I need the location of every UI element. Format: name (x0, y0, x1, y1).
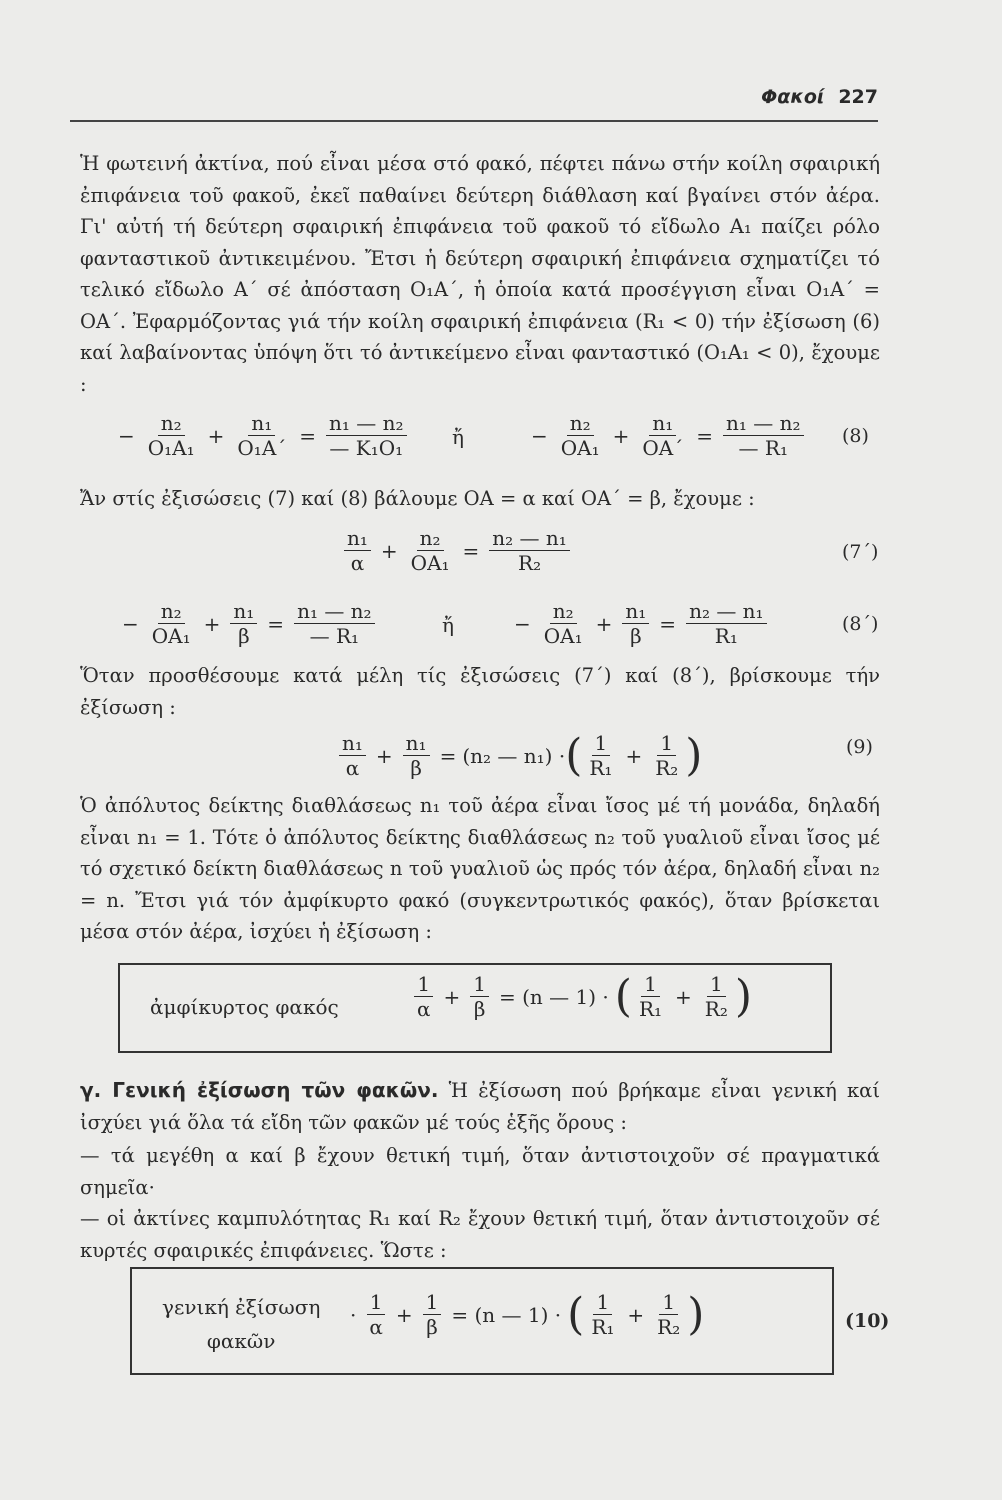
frac-den: OA₁ (543, 624, 583, 648)
frac-den: R₂ (655, 756, 679, 780)
right-paren: ) (687, 1288, 705, 1340)
factor: (n₂ — n₁) · (462, 743, 566, 768)
equation-8-prime-left: − $\frac{\text{n₂}}{\text{OA₁}}$ + $\frac{\text{n₁}}{\beta}$ = $\frac{\text{n₁ — n₂}}{\text{— R₁}}$ (116, 600, 379, 647)
frac-num: n₁ (649, 412, 676, 436)
frac-den: OA₁ (151, 624, 191, 648)
paragraph-3: Ὅταν προσθέσουμε κατά μέλη τίς ἐξισώσεις (7΄) καί (8΄), βρίσκουμε τήν ἐξίσωση : (80, 664, 880, 719)
frac-num: n₂ (550, 600, 577, 624)
frac-num: n₁ (622, 600, 649, 624)
frac-num: 1 (593, 1291, 612, 1315)
frac-den: R₁ (591, 1315, 615, 1339)
equation-number-9: (9) (846, 736, 873, 758)
frac-den: OA΄ (642, 436, 684, 460)
bullet-2: — οἱ ἀκτίνες καμπυλότητας R₁ καί R₂ ἔχουν θετική τιμή, ὅταν ἀντιστοιχοῦν σέ κυρτές σφαιρικές ἐπιφάνειες. Ὥστε : (80, 1207, 880, 1262)
section-title: Φακοί (761, 86, 825, 108)
frac-den: R₂ (518, 551, 542, 575)
frac-den: R₁ (638, 997, 663, 1021)
frac-num: n₁ (230, 600, 257, 624)
frac-den: β (473, 997, 486, 1021)
section-gamma (80, 1075, 880, 1138)
page-header (70, 86, 878, 122)
frac-num: 1 (657, 732, 676, 756)
frac-den: — K₁O₁ (329, 436, 404, 460)
section-text: Ἡ ἐξίσωση πού βρήκαμε εἶναι γενική καί ἰσχύει γιά ὅλα τά εἴδη τῶν φακῶν μέ τούς ἑξῆς ὅρους : (80, 1079, 880, 1134)
general-lens-equation: · $\frac{1}{\alpha}$ + $\frac{1}{\beta}$ = (n — 1) · ( $\frac{1}{\text{R₁}}$ + $\frac{1}{\text{R₂}}$ ) (350, 1288, 705, 1340)
frac-num: 1 (659, 1291, 678, 1315)
equation-8-prime-right: − $\frac{\text{n₂}}{\text{OA₁}}$ + $\frac{\text{n₁}}{\beta}$ = $\frac{\text{n₂ — n₁}}{\text{R₁}}$ (508, 600, 771, 647)
frac-num: 1 (423, 1291, 442, 1315)
paragraph-2: Ἄν στίς ἐξισώσεις (7) καί (8) βάλουμε OA = α καί OA΄ = β, ἔχουμε : (80, 487, 755, 510)
frac-num: 1 (367, 1291, 386, 1315)
frac-num: 1 (641, 973, 660, 997)
right-paren: ) (734, 970, 753, 1022)
frac-num: 1 (414, 973, 433, 997)
equation-7-prime: $\frac{\text{n₁}}{\alpha}$ + $\frac{\text{n₂}}{\text{OA₁}}$ = $\frac{\text{n₂ — n₁}}{\text{R₂}}$ (340, 527, 574, 574)
frac-den: O₁A΄ (237, 436, 287, 460)
frac-num: n₁ (339, 732, 366, 756)
equation-number-7-prime: (7΄) (842, 541, 879, 563)
box-label-line-1: γενική ἐξίσωση (162, 1295, 321, 1319)
box-label: ἀμφίκυρτος φακός (150, 995, 339, 1019)
frac-den: α (369, 1315, 383, 1339)
frac-den: R₁ (589, 756, 613, 780)
paragraph-4: Ὁ ἀπόλυτος δείκτης διαθλάσεως n₁ τοῦ ἀέρα εἶναι ἴσος μέ τή μονάδα, δηλαδή εἶναι n₁ = 1. Τότε ὁ ἀπόλυτος δείκτης διαθλάσεως n₂ τοῦ γυαλιοῦ εἶναι ἴσος μέ τό σχετικό δείκτη διαθλάσεως n τοῦ γυαλιοῦ ὡς πρός τόν ἀέρα, δηλαδή εἶναι n₂ = n. Ἔτσι γιά τόν ἀμφίκυρτο φακό (συγκεντρωτικός φακός), ὅταν βρίσκεται μέσα στόν ἀέρα, ἰσχύει ἡ ἐξίσωση : (80, 794, 880, 943)
frac-num: n₂ (567, 412, 594, 436)
left-paren: ( (614, 970, 632, 1022)
frac-den: α (350, 551, 365, 575)
frac-num: n₂ — n₁ (489, 527, 570, 551)
box-label-line-2: φακῶν (206, 1329, 276, 1353)
frac-den: α (417, 997, 431, 1021)
frac-num: n₂ (158, 412, 185, 436)
frac-den: α (345, 756, 360, 780)
frac-den: R₂ (704, 997, 728, 1021)
equation-8-connector: ἤ (452, 425, 464, 449)
section-heading: γ. Γενική ἐξίσωση τῶν φακῶν. (80, 1078, 439, 1102)
result-box-general (130, 1267, 834, 1375)
frac-num: 1 (592, 732, 611, 756)
result-box-biconvex (118, 963, 832, 1053)
page-number: 227 (838, 86, 878, 108)
running-head (761, 86, 878, 108)
equation-number-8: (8) (842, 425, 869, 447)
frac-den: — R₁ (738, 436, 788, 460)
frac-num: n₂ (417, 527, 444, 551)
dot: · (350, 1302, 357, 1327)
factor: = (n — 1) · (499, 984, 609, 1009)
frac-den: β (238, 624, 250, 648)
frac-num: n₂ — n₁ (686, 600, 767, 624)
equation-number-8-prime: (8΄) (842, 613, 879, 635)
frac-den: O₁A₁ (147, 436, 195, 460)
frac-num: n₁ (248, 412, 275, 436)
frac-num: n₁ (403, 732, 430, 756)
frac-den: β (630, 624, 642, 648)
box-label (162, 1295, 320, 1353)
frac-num: n₁ (344, 527, 371, 551)
equation-8-right: − $\frac{\text{n₂}}{\text{OA₁}}$ + $\frac{\text{n₁}}{OA΄}$ = $\frac{\text{n₁ — n₂}}{\text{— R₁}}$ (525, 412, 808, 459)
frac-den: OA₁ (560, 436, 600, 460)
equation-9: $\frac{\text{n₁}}{\alpha}$ + $\frac{\text{n₁}}{\beta}$ = (n₂ — n₁) · ( $\frac{1}{\text{R₁}}$ + $\frac{1}{\text{R₂}}$ ) (335, 732, 702, 779)
frac-den: β (426, 1315, 438, 1339)
bullet-1: — τά μεγέθη α καί β ἔχουν θετική τιμή, ὅταν ἀντιστοιχοῦν σέ πραγματικά σημεῖα· (80, 1144, 880, 1199)
frac-den: β (410, 756, 422, 780)
left-paren: ( (567, 1288, 585, 1340)
frac-den: — R₁ (309, 624, 360, 648)
frac-num: n₁ — n₂ (294, 600, 375, 624)
right-paren: ) (685, 729, 703, 781)
frac-num: 1 (707, 973, 726, 997)
equation-8-prime-connector: ἤ (442, 613, 454, 637)
equation-number-10: (10) (845, 1310, 890, 1332)
frac-num: n₂ (158, 600, 185, 624)
biconvex-lens-equation: $\frac{1}{\alpha}$ + $\frac{1}{\beta}$ = (n — 1) · ( $\frac{1}{\text{R₁}}$ + $\frac{1}{\text{R₂}}$ ) (410, 973, 752, 1020)
frac-num: 1 (470, 973, 489, 997)
frac-num: n₁ — n₂ (723, 412, 804, 436)
frac-num: n₁ — n₂ (326, 412, 407, 436)
factor: = (n — 1) · (451, 1302, 562, 1327)
frac-den: OA₁ (410, 551, 450, 575)
frac-den: R₁ (714, 624, 738, 648)
paragraph-1: Ἡ φωτεινή ἀκτίνα, πού εἶναι μέσα στό φακό, πέφτει πάνω στήν κοίλη σφαιρική ἐπιφάνεια τοῦ φακοῦ, ἐκεῖ παθαίνει δεύτερη διάθλαση καί βγαίνει στόν ἀέρα. Γι' αὐτή τή δεύτερη σφαιρική ἐπιφάνεια τοῦ φακοῦ τό εἴδωλο A₁ παίζει ρόλο φανταστικοῦ ἀντικειμένου. Ἔτσι ἡ δεύτερη σφαιρική ἐπιφάνεια σχηματίζει τό τελικό εἴδωλο A΄ σέ ἀπόσταση O₁A΄, ἡ ὁποία κατά προσέγγιση εἶναι O₁A΄ = OA΄. Ἐφαρμόζοντας γιά τήν κοίλη σφαιρική ἐπιφάνεια (R₁ < 0) τήν ἐξίσωση (6) καί λαβαίνοντας ὑπόψη ὅτι τό ἀντικείμενο εἶναι φανταστικό (O₁A₁ < 0), ἔχουμε : (80, 152, 880, 396)
frac-den: R₂ (657, 1315, 681, 1339)
equation-8-left: − $\frac{\text{n₂}}{\text{O₁A₁}}$ + $\frac{\text{n₁}}{\text{O₁A΄}}$ = $\frac{\text{n₁ — n₂}}{\text{— K₁O₁}}$ (112, 412, 411, 459)
left-paren: ( (565, 729, 583, 781)
